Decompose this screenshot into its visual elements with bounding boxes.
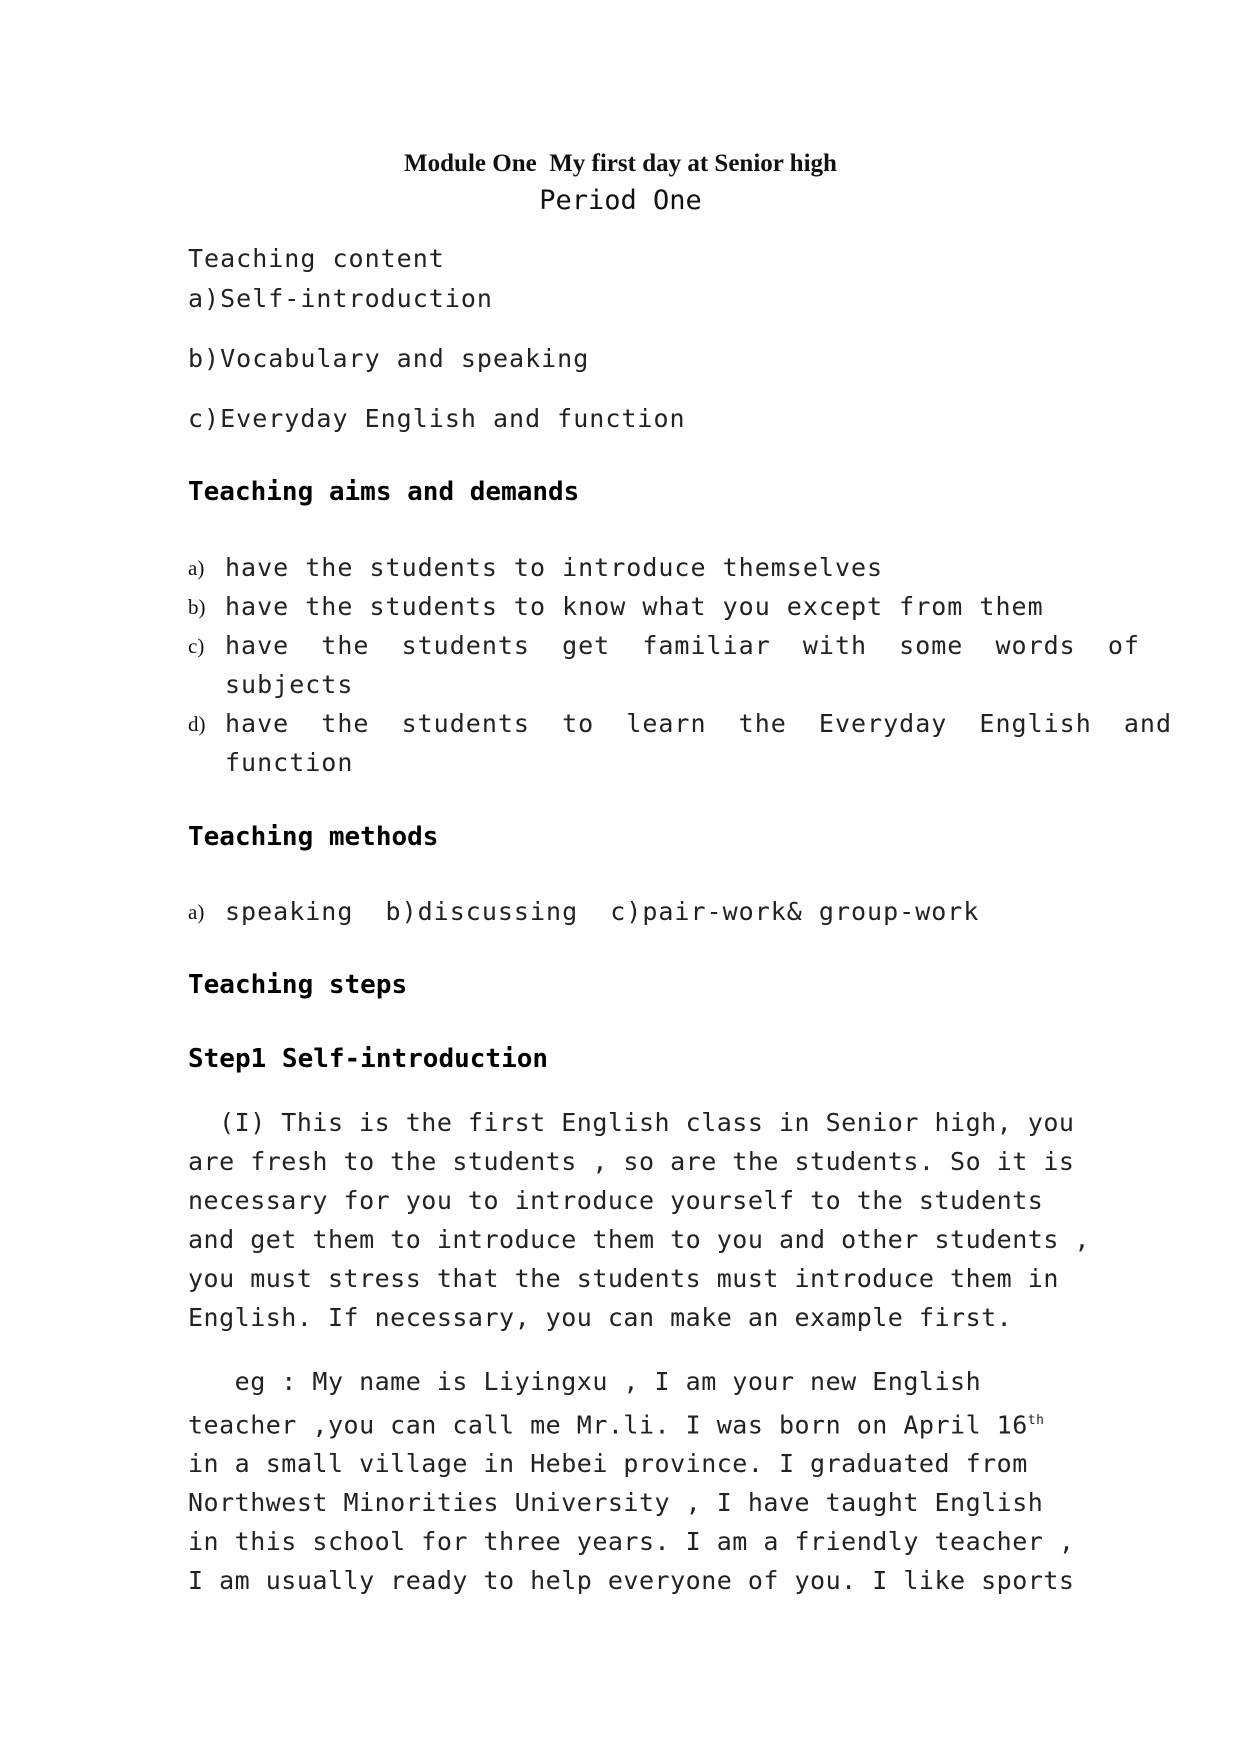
- teaching-aims-heading: Teaching aims and demands: [188, 477, 580, 507]
- period-title: Period One: [539, 185, 702, 216]
- para1-line-4: and get them to introduce them to you and other students ,: [188, 1225, 1090, 1254]
- para2-line-2-text: teacher ,you can call me Mr.li. I was born on April 16: [188, 1410, 1028, 1440]
- aim-b-line-1: have the students to know what you except from them: [225, 592, 1044, 621]
- aim-marker-a: a): [188, 556, 205, 580]
- para1-line-2: are fresh to the students , so are the students. So it is: [188, 1147, 1075, 1176]
- para2-line-2: [188, 1401, 1068, 1444]
- aim-marker-c: c): [188, 634, 205, 658]
- para1-line-1: (I) This is the first English class in Senior high, you: [188, 1108, 1075, 1137]
- content-item-c: c)Everyday English and function: [188, 404, 686, 433]
- para2-line-1: eg : My name is Liyingxu , I am your new English: [188, 1367, 982, 1396]
- step1-paragraph-1: [188, 1103, 1090, 1337]
- para2-line-3: in a small village in Hebei province. I graduated from: [188, 1449, 1028, 1479]
- para2-line-6: I am usually ready to help everyone of you. I like sports: [188, 1566, 1075, 1596]
- teaching-steps-heading: Teaching steps: [188, 970, 408, 1000]
- aim-d-line-2: function: [225, 748, 354, 777]
- content-item-a: a)Self-introduction: [188, 284, 493, 313]
- aim-a-line-1: have the students to introduce themselves: [225, 553, 884, 582]
- methods-marker-a: a): [188, 900, 205, 924]
- aim-c-line-1: have the students get familiar with some words of: [225, 631, 1140, 660]
- document-title: Module One My first day at Senior high: [404, 150, 837, 177]
- ordinal-suffix: th: [1027, 1413, 1045, 1428]
- para1-line-5: you must stress that the students must introduce them in: [188, 1264, 1059, 1293]
- para2-line-4: Northwest Minorities University , I have taught English: [188, 1488, 1044, 1518]
- step1-paragraph-2: [188, 1362, 1075, 1600]
- para1-line-6: English. If necessary, you can make an example first.: [188, 1303, 1013, 1332]
- para1-line-3: necessary for you to introduce yourself to the students: [188, 1186, 1044, 1215]
- content-item-b: b)Vocabulary and speaking: [188, 344, 590, 373]
- teaching-content-heading: Teaching content: [188, 244, 445, 273]
- aim-c-line-2: subjects: [225, 670, 354, 699]
- aim-marker-b: b): [188, 595, 206, 619]
- methods-text: speaking b)discussing c)pair-work& group-work: [225, 897, 980, 926]
- step1-heading: Step1 Self-introduction: [188, 1044, 549, 1074]
- para2-line-5: in this school for three years. I am a friendly teacher ,: [188, 1527, 1075, 1557]
- aim-d-line-1: have the students to learn the Everyday English and: [225, 709, 1173, 738]
- aim-marker-d: d): [188, 712, 206, 736]
- teaching-methods-heading: Teaching methods: [188, 822, 439, 852]
